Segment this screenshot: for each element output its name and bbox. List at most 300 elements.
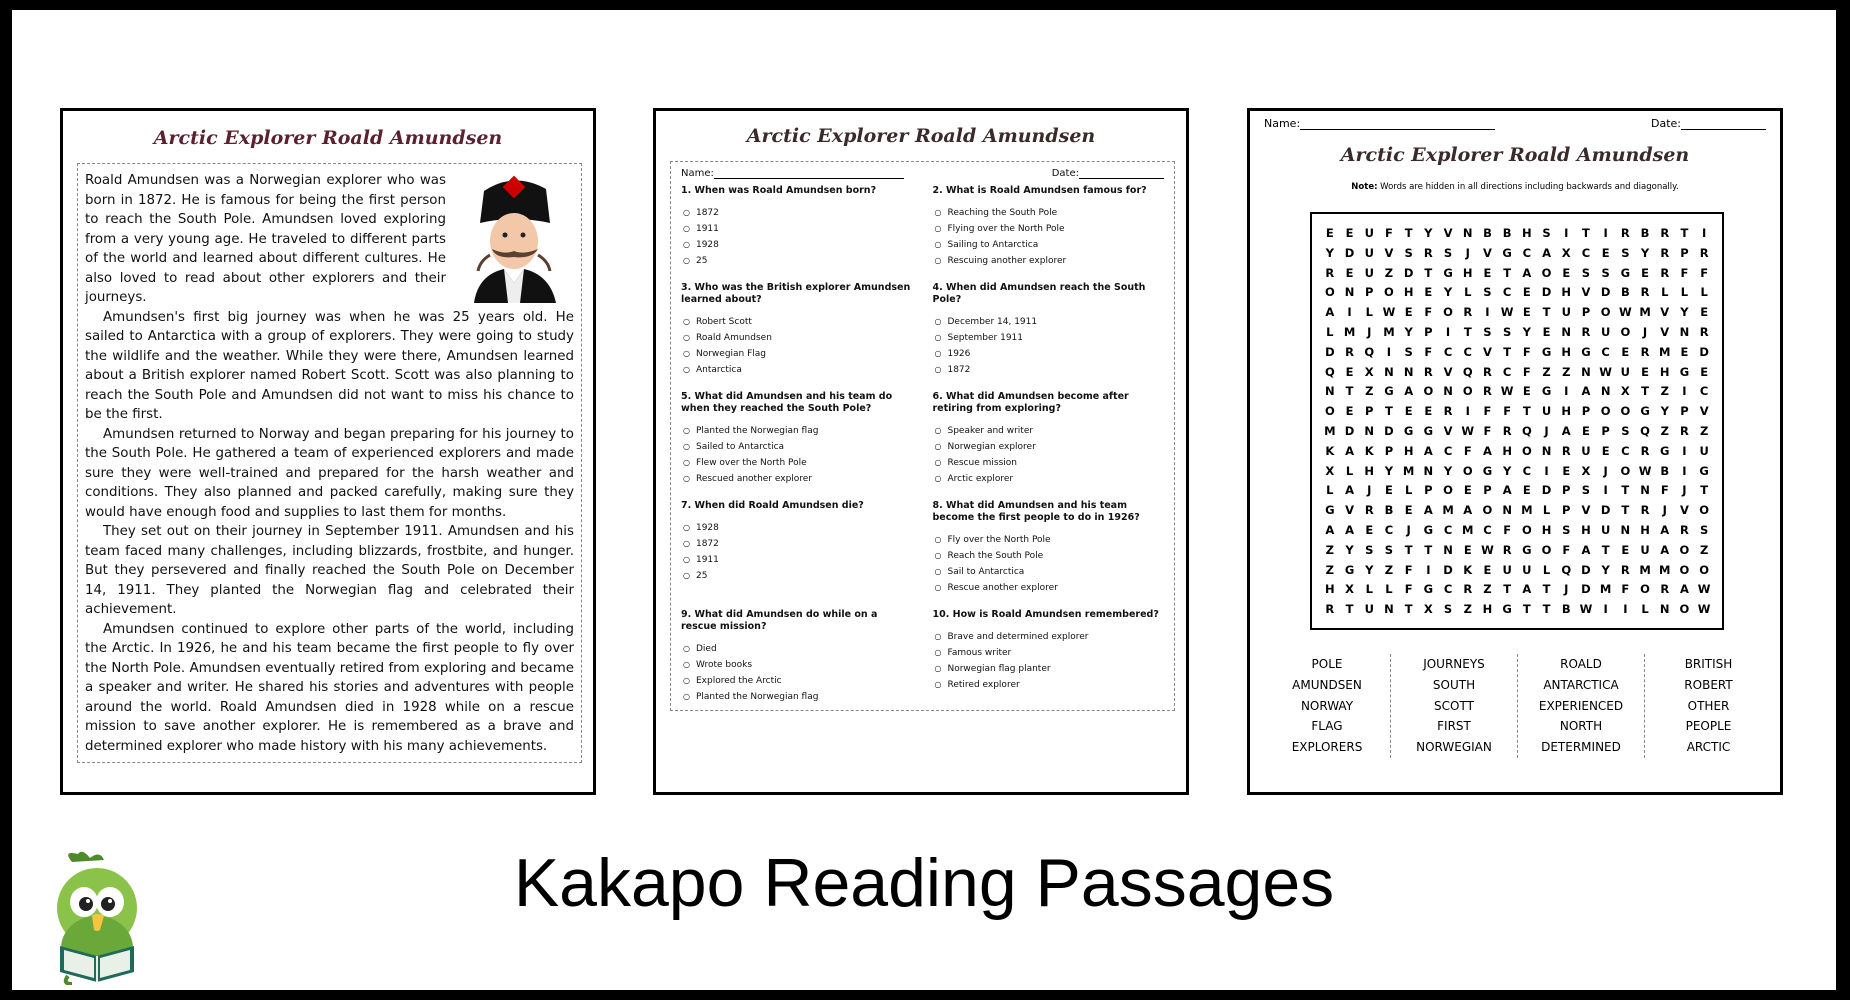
grid-letter[interactable]: O — [1679, 602, 1690, 617]
grid-letter[interactable]: F — [1385, 226, 1393, 240]
grid-letter[interactable]: T — [1424, 542, 1433, 557]
grid-letter[interactable]: E — [1582, 423, 1590, 438]
grid-letter[interactable]: H — [1325, 582, 1335, 597]
grid-letter[interactable]: L — [1661, 285, 1669, 300]
grid-letter[interactable]: O — [1443, 483, 1453, 498]
grid-letter[interactable]: W — [1599, 364, 1612, 379]
grid-letter[interactable]: V — [1679, 503, 1689, 518]
grid-letter[interactable]: Z — [1699, 423, 1709, 438]
answer-option[interactable]: ○ Rescuing another explorer — [935, 253, 1165, 269]
grid-letter[interactable]: U — [1364, 265, 1374, 280]
grid-letter[interactable]: U — [1699, 443, 1709, 458]
grid-letter[interactable]: S — [1562, 522, 1571, 537]
grid-letter[interactable]: A — [1482, 443, 1492, 458]
grid-letter[interactable]: W — [1579, 602, 1593, 617]
grid-letter[interactable]: O — [1462, 384, 1473, 399]
grid-letter[interactable]: A — [1660, 542, 1670, 557]
grid-letter[interactable]: G — [1502, 602, 1512, 617]
grid-letter[interactable]: V — [1345, 503, 1354, 518]
grid-letter[interactable]: Q — [1561, 562, 1572, 577]
grid-letter[interactable]: T — [1582, 226, 1590, 240]
grid-letter[interactable]: X — [1423, 602, 1433, 617]
grid-letter[interactable]: B — [1483, 226, 1492, 240]
grid-letter[interactable]: I — [1465, 404, 1470, 419]
grid-letter[interactable]: N — [1364, 423, 1375, 438]
grid-letter[interactable]: R — [1640, 503, 1650, 518]
grid-letter[interactable]: Q — [1324, 364, 1335, 379]
grid-letter[interactable]: E — [1424, 404, 1433, 419]
grid-letter[interactable]: Y — [1443, 463, 1453, 478]
grid-letter[interactable]: T — [1503, 582, 1512, 597]
answer-option[interactable]: ○ Planted the Norwegian flag — [683, 689, 913, 705]
grid-letter[interactable]: G — [1620, 265, 1631, 280]
answer-option[interactable]: ○ Norwegian flag planter — [935, 661, 1165, 677]
answer-option[interactable]: ○ Sail to Antarctica — [935, 564, 1165, 580]
grid-letter[interactable]: E — [1463, 483, 1472, 498]
grid-letter[interactable]: R — [1345, 344, 1354, 359]
grid-letter[interactable]: S — [1601, 265, 1610, 280]
grid-letter[interactable]: E — [1463, 542, 1472, 557]
grid-letter[interactable]: H — [1561, 404, 1572, 419]
grid-letter[interactable]: P — [1601, 423, 1610, 438]
grid-letter[interactable]: U — [1522, 562, 1532, 577]
grid-letter[interactable]: I — [1564, 226, 1569, 240]
grid-letter[interactable]: X — [1325, 463, 1335, 478]
answer-option[interactable]: ○ Rescue mission — [935, 455, 1165, 471]
grid-letter[interactable]: W — [1500, 384, 1514, 399]
grid-letter[interactable]: S — [1621, 423, 1630, 438]
grid-letter[interactable]: M — [1639, 562, 1651, 577]
grid-letter[interactable]: R — [1423, 245, 1433, 260]
answer-option[interactable]: ○ 25 — [683, 253, 913, 269]
grid-letter[interactable]: E — [1404, 404, 1413, 419]
grid-letter[interactable]: Q — [1364, 344, 1375, 359]
grid-letter[interactable]: I — [1682, 443, 1687, 458]
answer-option[interactable]: ○ Robert Scott — [683, 314, 913, 330]
grid-letter[interactable]: G — [1502, 245, 1512, 260]
grid-letter[interactable]: I — [1426, 562, 1431, 577]
grid-letter[interactable]: T — [1463, 324, 1472, 339]
grid-letter[interactable]: M — [1442, 503, 1454, 518]
grid-letter[interactable]: Y — [1680, 305, 1689, 320]
grid-letter[interactable]: Q — [1640, 423, 1650, 438]
grid-letter[interactable]: J — [1367, 324, 1372, 339]
answer-option[interactable]: ○ Reach the South Pole — [935, 548, 1165, 564]
answer-option[interactable]: ○ Roald Amundsen — [683, 330, 913, 346]
grid-letter[interactable]: P — [1562, 503, 1571, 518]
grid-letter[interactable]: T — [1601, 542, 1610, 557]
grid-letter[interactable]: L — [1326, 324, 1334, 339]
grid-letter[interactable]: H — [1659, 364, 1670, 379]
grid-letter[interactable]: E — [1562, 463, 1571, 478]
answer-option[interactable]: ○ 1911 — [683, 552, 913, 568]
grid-letter[interactable]: V — [1443, 364, 1453, 379]
grid-letter[interactable]: I — [1682, 384, 1687, 399]
grid-letter[interactable]: R — [1502, 423, 1512, 438]
grid-letter[interactable]: T — [1700, 483, 1709, 498]
grid-letter[interactable]: Y — [1325, 245, 1334, 260]
grid-letter[interactable]: Z — [1562, 364, 1571, 379]
grid-letter[interactable]: H — [1364, 463, 1375, 478]
grid-letter[interactable]: Y — [1522, 324, 1531, 339]
grid-letter[interactable]: A — [1522, 582, 1532, 597]
answer-option[interactable]: ○ Antarctica — [683, 362, 913, 378]
grid-letter[interactable]: I — [1682, 463, 1687, 478]
grid-letter[interactable]: O — [1600, 305, 1611, 320]
grid-letter[interactable]: F — [1463, 443, 1472, 458]
grid-letter[interactable]: C — [1522, 245, 1532, 260]
grid-letter[interactable]: F — [1424, 305, 1433, 320]
grid-letter[interactable]: E — [1404, 305, 1413, 320]
grid-letter[interactable]: G — [1699, 463, 1709, 478]
grid-letter[interactable]: W — [1697, 602, 1711, 617]
grid-letter[interactable]: L — [1542, 503, 1551, 518]
grid-letter[interactable]: D — [1344, 245, 1355, 260]
grid-letter[interactable]: A — [1345, 522, 1354, 537]
grid-letter[interactable]: C — [1522, 463, 1532, 478]
grid-letter[interactable]: P — [1483, 483, 1492, 498]
grid-letter[interactable]: T — [1641, 384, 1649, 399]
grid-letter[interactable]: L — [1464, 285, 1472, 300]
grid-letter[interactable]: B — [1502, 226, 1512, 240]
grid-letter[interactable]: S — [1404, 344, 1413, 359]
grid-letter[interactable]: O — [1600, 404, 1611, 419]
grid-letter[interactable]: H — [1462, 265, 1473, 280]
grid-letter[interactable]: R — [1640, 443, 1650, 458]
grid-letter[interactable]: X — [1561, 245, 1571, 260]
grid-letter[interactable]: I — [1564, 384, 1569, 399]
grid-letter[interactable]: S — [1503, 324, 1512, 339]
grid-letter[interactable]: R — [1325, 265, 1335, 280]
grid-letter[interactable]: O — [1462, 463, 1473, 478]
answer-option[interactable]: ○ Reaching the South Pole — [935, 205, 1165, 221]
grid-letter[interactable]: O — [1324, 285, 1335, 300]
answer-option[interactable]: ○ Arctic explorer — [935, 471, 1165, 487]
grid-letter[interactable]: D — [1403, 265, 1414, 280]
grid-letter[interactable]: F — [1700, 265, 1709, 280]
grid-letter[interactable]: C — [1699, 384, 1709, 399]
grid-letter[interactable]: C — [1443, 582, 1453, 597]
answer-option[interactable]: ○ 1926 — [935, 346, 1165, 362]
grid-letter[interactable]: A — [1581, 542, 1591, 557]
grid-letter[interactable]: C — [1483, 522, 1492, 537]
grid-letter[interactable]: R — [1581, 324, 1591, 339]
grid-letter[interactable]: T — [1385, 404, 1393, 419]
grid-letter[interactable]: W — [1461, 423, 1475, 438]
grid-letter[interactable]: S — [1581, 265, 1591, 280]
grid-letter[interactable]: N — [1679, 324, 1690, 339]
grid-letter[interactable]: I — [1603, 226, 1608, 240]
grid-letter[interactable]: F — [1404, 582, 1413, 597]
grid-letter[interactable]: R — [1660, 226, 1670, 240]
grid-letter[interactable]: I — [1544, 463, 1549, 478]
grid-letter[interactable]: J — [1564, 582, 1569, 597]
grid-letter[interactable]: Z — [1384, 562, 1394, 577]
grid-letter[interactable]: C — [1384, 522, 1394, 537]
grid-letter[interactable]: F — [1522, 344, 1531, 359]
grid-letter[interactable]: M — [1383, 324, 1395, 339]
grid-letter[interactable]: E — [1601, 245, 1610, 260]
grid-letter[interactable]: O — [1541, 265, 1552, 280]
grid-letter[interactable]: I — [1347, 305, 1352, 320]
grid-letter[interactable]: U — [1561, 305, 1571, 320]
grid-letter[interactable]: P — [1581, 305, 1591, 320]
grid-letter[interactable]: V — [1581, 503, 1591, 518]
grid-letter[interactable]: E — [1542, 324, 1551, 339]
answer-option[interactable]: ○ 1872 — [683, 205, 913, 221]
grid-letter[interactable]: B — [1640, 226, 1650, 240]
grid-letter[interactable]: M — [1659, 562, 1671, 577]
grid-letter[interactable]: H — [1502, 443, 1512, 458]
grid-letter[interactable]: R — [1620, 226, 1630, 240]
grid-letter[interactable]: D — [1344, 423, 1355, 438]
grid-letter[interactable]: B — [1561, 602, 1571, 617]
grid-letter[interactable]: V — [1443, 226, 1453, 240]
grid-letter[interactable]: R — [1463, 305, 1473, 320]
grid-letter[interactable]: N — [1640, 483, 1650, 498]
grid-letter[interactable]: Z — [1325, 562, 1335, 577]
grid-letter[interactable]: A — [1660, 522, 1670, 537]
grid-letter[interactable]: Y — [1365, 562, 1374, 577]
grid-letter[interactable]: S — [1443, 245, 1453, 260]
grid-letter[interactable]: T — [1404, 226, 1413, 240]
grid-letter[interactable]: T — [1345, 384, 1354, 399]
answer-option[interactable]: ○ Norwegian explorer — [935, 439, 1165, 455]
grid-letter[interactable]: U — [1364, 602, 1374, 617]
grid-letter[interactable]: D — [1541, 483, 1552, 498]
grid-letter[interactable]: G — [1640, 404, 1650, 419]
grid-letter[interactable]: L — [1345, 463, 1354, 478]
grid-letter[interactable]: F — [1503, 522, 1512, 537]
grid-letter[interactable]: F — [1680, 265, 1689, 280]
grid-letter[interactable]: O — [1699, 562, 1710, 577]
grid-letter[interactable]: G — [1423, 423, 1434, 438]
grid-letter[interactable]: O — [1482, 503, 1493, 518]
grid-letter[interactable]: H — [1561, 344, 1572, 359]
grid-letter[interactable]: O — [1620, 404, 1631, 419]
grid-letter[interactable]: K — [1463, 562, 1473, 577]
grid-letter[interactable]: I — [1445, 324, 1451, 339]
grid-letter[interactable]: F — [1483, 423, 1492, 438]
grid-letter[interactable]: J — [1544, 423, 1549, 438]
answer-option[interactable]: ○ 25 — [683, 568, 913, 584]
grid-letter[interactable]: N — [1344, 285, 1355, 300]
grid-letter[interactable]: B — [1620, 285, 1630, 300]
grid-letter[interactable]: T — [1404, 542, 1413, 557]
grid-letter[interactable]: N — [1600, 384, 1611, 399]
grid-letter[interactable]: T — [1621, 503, 1630, 518]
grid-letter[interactable]: R — [1660, 582, 1670, 597]
grid-letter[interactable]: H — [1403, 443, 1414, 458]
grid-letter[interactable]: E — [1621, 542, 1630, 557]
answer-option[interactable]: ○ 1872 — [683, 536, 913, 552]
grid-letter[interactable]: V — [1699, 404, 1709, 419]
answer-option[interactable]: ○ Explored the Arctic — [683, 673, 913, 689]
grid-letter[interactable]: Z — [1325, 542, 1335, 557]
grid-letter[interactable]: T — [1522, 602, 1531, 617]
grid-letter[interactable]: O — [1620, 463, 1631, 478]
grid-letter[interactable]: X — [1620, 384, 1630, 399]
grid-letter[interactable]: O — [1423, 384, 1434, 399]
grid-letter[interactable]: L — [1326, 483, 1334, 498]
grid-letter[interactable]: P — [1680, 404, 1689, 419]
grid-letter[interactable]: X — [1345, 582, 1354, 597]
grid-letter[interactable]: S — [1483, 285, 1492, 300]
grid-letter[interactable]: Y — [1601, 562, 1610, 577]
grid-letter[interactable]: T — [1503, 344, 1512, 359]
grid-letter[interactable]: N — [1325, 384, 1335, 399]
grid-letter[interactable]: L — [1365, 305, 1373, 320]
grid-letter[interactable]: S — [1621, 245, 1630, 260]
grid-letter[interactable]: M — [1599, 582, 1612, 597]
grid-letter[interactable]: D — [1541, 285, 1552, 300]
answer-option[interactable]: ○ September 1911 — [935, 330, 1165, 346]
grid-letter[interactable]: Z — [1542, 364, 1551, 379]
grid-letter[interactable]: J — [1465, 245, 1470, 260]
grid-letter[interactable]: A — [1345, 483, 1354, 498]
grid-letter[interactable]: L — [1641, 602, 1649, 617]
grid-letter[interactable]: M — [1402, 463, 1415, 478]
grid-letter[interactable]: R — [1443, 404, 1453, 419]
grid-letter[interactable]: Y — [1384, 463, 1394, 478]
grid-letter[interactable]: R — [1423, 364, 1433, 379]
answer-option[interactable]: ○ 1872 — [935, 362, 1165, 378]
grid-letter[interactable]: R — [1660, 245, 1670, 260]
grid-letter[interactable]: E — [1641, 364, 1649, 379]
grid-letter[interactable]: R — [1364, 503, 1374, 518]
grid-letter[interactable]: E — [1641, 265, 1649, 280]
grid-letter[interactable]: B — [1660, 463, 1670, 478]
grid-letter[interactable]: W — [1619, 305, 1632, 320]
grid-letter[interactable]: J — [1603, 463, 1608, 478]
answer-option[interactable]: ○ Rescued another explorer — [683, 471, 913, 487]
grid-letter[interactable]: V — [1660, 305, 1670, 320]
grid-letter[interactable]: S — [1483, 324, 1492, 339]
grid-letter[interactable]: C — [1463, 344, 1472, 359]
grid-letter[interactable]: S — [1581, 483, 1591, 498]
grid-letter[interactable]: A — [1581, 384, 1591, 399]
answer-option[interactable]: ○ December 14, 1911 — [935, 314, 1165, 330]
grid-letter[interactable]: N — [1443, 384, 1453, 399]
grid-letter[interactable]: I — [1386, 344, 1392, 359]
grid-letter[interactable]: J — [1662, 503, 1667, 518]
grid-letter[interactable]: R — [1680, 423, 1689, 438]
answer-option[interactable]: ○ Flew over the North Pole — [683, 455, 913, 471]
grid-letter[interactable]: E — [1345, 364, 1354, 379]
grid-letter[interactable]: V — [1482, 344, 1492, 359]
grid-letter[interactable]: L — [1542, 562, 1551, 577]
grid-letter[interactable]: N — [1403, 364, 1414, 379]
grid-letter[interactable]: Z — [1699, 542, 1709, 557]
grid-letter[interactable]: E — [1680, 344, 1689, 359]
grid-letter[interactable]: G — [1581, 344, 1591, 359]
grid-letter[interactable]: C — [1581, 245, 1591, 260]
grid-letter[interactable]: U — [1541, 404, 1552, 419]
grid-letter[interactable]: N — [1462, 226, 1473, 240]
grid-letter[interactable]: V — [1660, 324, 1670, 339]
grid-letter[interactable]: R — [1640, 285, 1650, 300]
grid-letter[interactable]: H — [1640, 522, 1650, 537]
grid-letter[interactable]: F — [1562, 542, 1571, 557]
grid-letter[interactable]: V — [1384, 245, 1394, 260]
grid-letter[interactable]: I — [1623, 602, 1628, 617]
grid-letter[interactable]: N — [1561, 324, 1572, 339]
grid-letter[interactable]: A — [1345, 443, 1354, 458]
grid-letter[interactable]: C — [1502, 364, 1512, 379]
grid-letter[interactable]: E — [1325, 226, 1334, 240]
grid-letter[interactable]: H — [1541, 522, 1552, 537]
grid-letter[interactable]: U — [1600, 324, 1611, 339]
grid-letter[interactable]: A — [1542, 245, 1551, 260]
grid-letter[interactable]: O — [1699, 503, 1710, 518]
grid-letter[interactable]: M — [1659, 344, 1671, 359]
grid-letter[interactable]: H — [1522, 226, 1532, 240]
grid-letter[interactable]: F — [1522, 364, 1531, 379]
grid-letter[interactable]: D — [1384, 423, 1394, 438]
grid-letter[interactable]: N — [1541, 443, 1552, 458]
grid-letter[interactable]: A — [1423, 443, 1433, 458]
grid-letter[interactable]: S — [1384, 542, 1394, 557]
wordsearch-name-field[interactable] — [1300, 129, 1495, 130]
grid-letter[interactable]: E — [1483, 562, 1492, 577]
grid-letter[interactable]: C — [1443, 344, 1453, 359]
grid-letter[interactable]: L — [1700, 285, 1708, 300]
grid-letter[interactable]: P — [1424, 324, 1433, 339]
grid-letter[interactable]: J — [1406, 522, 1411, 537]
grid-letter[interactable]: G — [1541, 384, 1552, 399]
grid-letter[interactable]: I — [1603, 483, 1608, 498]
grid-letter[interactable]: Y — [1345, 542, 1354, 557]
grid-letter[interactable]: G — [1541, 344, 1552, 359]
grid-letter[interactable]: R — [1325, 602, 1335, 617]
answer-option[interactable]: ○ Brave and determined explorer — [935, 629, 1165, 645]
grid-letter[interactable]: P — [1581, 404, 1591, 419]
grid-letter[interactable]: T — [1404, 602, 1413, 617]
grid-letter[interactable]: Q — [1462, 364, 1473, 379]
grid-letter[interactable]: I — [1702, 226, 1707, 240]
grid-letter[interactable]: F — [1621, 582, 1630, 597]
grid-letter[interactable]: Y — [1640, 245, 1650, 260]
grid-letter[interactable]: V — [1581, 285, 1591, 300]
grid-letter[interactable]: D — [1699, 344, 1709, 359]
grid-letter[interactable]: T — [1621, 483, 1630, 498]
grid-letter[interactable]: T — [1542, 582, 1551, 597]
grid-letter[interactable]: L — [1680, 285, 1689, 300]
answer-option[interactable]: ○ Famous writer — [935, 645, 1165, 661]
grid-letter[interactable]: M — [1324, 423, 1336, 438]
grid-letter[interactable]: N — [1581, 364, 1591, 379]
grid-letter[interactable]: E — [1700, 364, 1709, 379]
grid-letter[interactable]: E — [1365, 522, 1374, 537]
grid-letter[interactable]: E — [1522, 285, 1531, 300]
grid-letter[interactable]: F — [1660, 483, 1669, 498]
grid-letter[interactable]: E — [1483, 265, 1492, 280]
grid-letter[interactable]: D — [1600, 503, 1611, 518]
grid-letter[interactable]: D — [1325, 344, 1335, 359]
grid-letter[interactable]: R — [1699, 245, 1709, 260]
grid-letter[interactable]: L — [1385, 582, 1393, 597]
grid-letter[interactable]: O — [1679, 562, 1690, 577]
grid-letter[interactable]: Z — [1483, 582, 1492, 597]
grid-letter[interactable]: F — [1483, 404, 1492, 419]
grid-letter[interactable]: G — [1522, 542, 1532, 557]
grid-letter[interactable]: R — [1483, 364, 1492, 379]
grid-letter[interactable]: O — [1640, 582, 1650, 597]
grid-letter[interactable]: C — [1502, 285, 1512, 300]
grid-letter[interactable]: W — [1382, 305, 1396, 320]
grid-letter[interactable]: M — [1343, 324, 1356, 339]
grid-letter[interactable]: O — [1679, 542, 1690, 557]
